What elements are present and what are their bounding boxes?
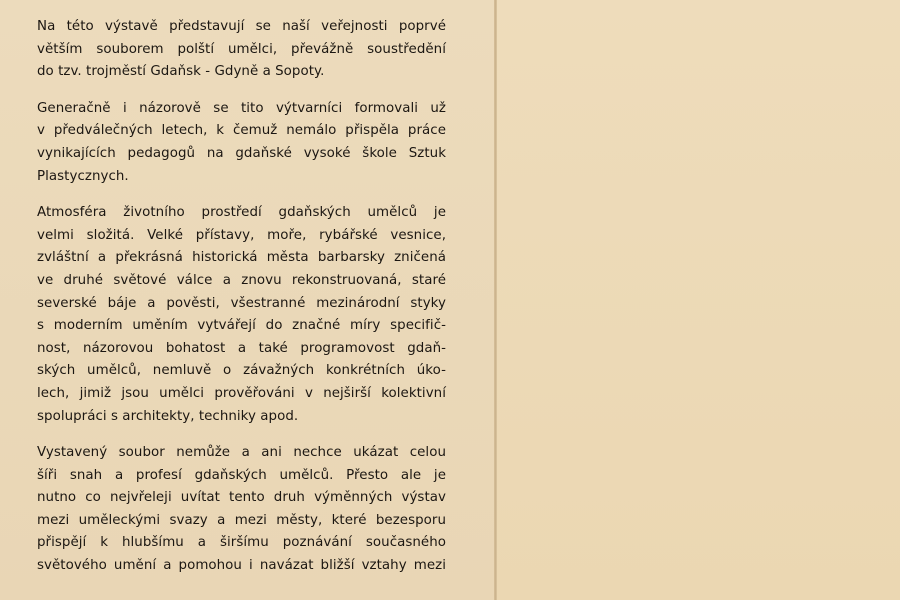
text-line: v předválečných letech, k čemuž nemálo přispěla práce (37, 123, 446, 139)
text-line: Atmosféra životního prostředí gdaňských umělců je (37, 205, 446, 221)
text-line: světového umění a pomohou i navázat bližší vztahy mezi (37, 558, 446, 574)
text-line: s moderním uměním vytvářejí do značné míry specifič- (37, 318, 446, 334)
text-line: šíři snah a profesí gdaňských umělců. Přesto ale je (37, 467, 446, 483)
text-line: do tzv. trojměstí Gdaňsk - Gdyně a Sopoty. (37, 64, 325, 80)
text-line: Vystavený soubor nemůže a ani nechce ukázat celou (37, 445, 446, 461)
text-line: zvláštní a překrásná historická města barbarsky zničená (37, 250, 446, 266)
text-line: lech, jimiž jsou umělci prověřováni v nejširší kolektivní (37, 385, 446, 401)
text-line: Plastycznych. (37, 168, 129, 184)
text-line: ve druhé světové válce a znovu rekonstruovaná, staré (37, 272, 446, 288)
body-text (37, 16, 446, 592)
text-line: Generačně i názorově se tito výtvarníci formovali už (37, 100, 446, 116)
text-line: vynikajících pedagogů na gdaňské vysoké škole Sztuk (37, 145, 446, 161)
paragraph-4 (37, 442, 446, 578)
text-line: mezi uměleckými svazy a mezi městy, které bezesporu (37, 512, 446, 528)
right-page-blank (497, 0, 900, 600)
text-line: severské báje a pověsti, všestranné mezinárodní styky (37, 295, 446, 311)
text-line: nost, názorovou bohatost a také programovost gdaň- (37, 340, 446, 356)
paragraph-1 (37, 16, 446, 84)
text-line: spolupráci s architekty, techniky apod. (37, 408, 299, 424)
text-line: velmi složitá. Velké přístavy, moře, rybářské vesnice, (37, 227, 446, 243)
paragraph-3 (37, 202, 446, 428)
text-line: větším souborem polští umělci, převážně soustředění (37, 41, 446, 57)
text-line: přispějí k hlubšímu a širšímu poznávání současného (37, 535, 446, 551)
text-line: Na této výstavě představují se naší veřejnosti poprvé (37, 19, 446, 34)
paragraph-2 (37, 98, 446, 188)
text-line: ských umělců, nemluvě o závažných konkrétních úko- (37, 363, 446, 379)
text-line: nutno co nejvřeleji uvítat tento druh výměnných výstav (37, 490, 446, 506)
